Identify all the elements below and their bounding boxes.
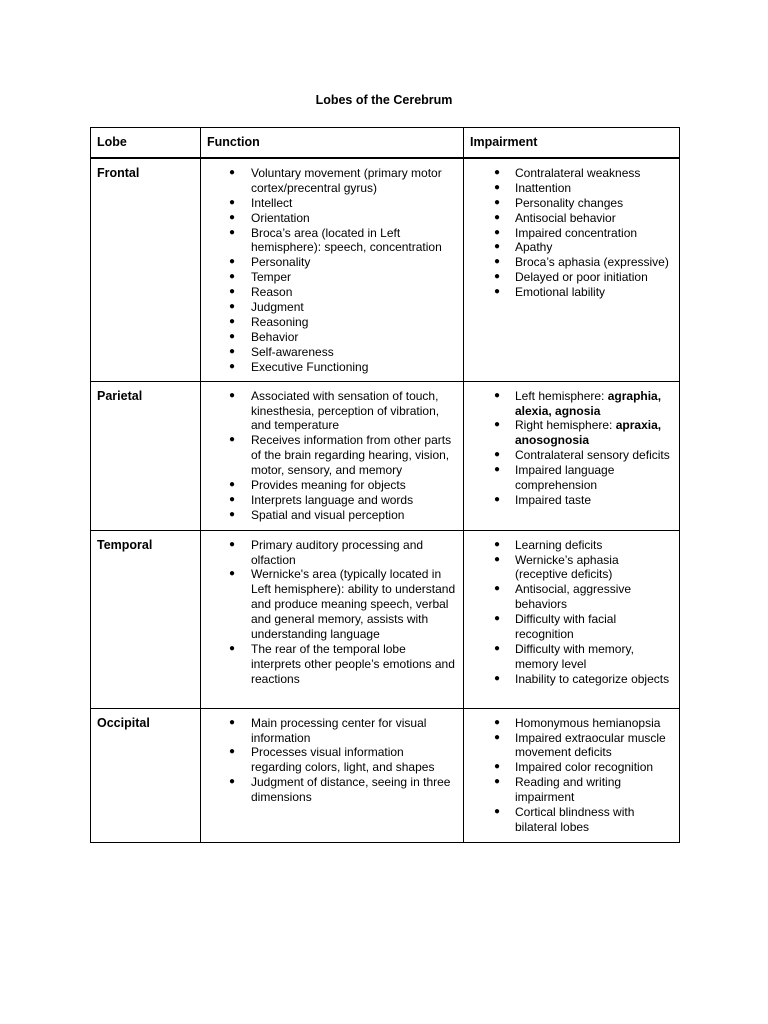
column-header-lobe: Lobe [91,128,201,158]
page-title: Lobes of the Cerebrum [315,93,453,107]
list-item: ● The rear of the temporal lobe interprets other people’s emotions and reactions [229,641,455,686]
function-list [207,166,457,375]
list-item: ● Homonymous hemianopsia [494,715,661,730]
list-item: ● Voluntary movement (primary motor cortex/precentral gyrus) [229,165,442,195]
column-header-function: Function [201,128,464,158]
function-cell [201,530,464,708]
column-header-impairment: Impairment [464,128,680,158]
table-row-occipital [91,708,680,842]
list-item: ● Broca’s area (located in Left hemisphere): speech, concentration [229,225,442,255]
list-item: ● Antisocial behavior [494,210,616,225]
list-item: ● Apathy [494,240,553,255]
list-item: ● Spatial and visual perception [229,507,405,522]
list-item: ● Temper [229,270,292,285]
impairment-cell [464,708,680,842]
impairment-list [470,538,673,687]
impairment-cell [464,530,680,708]
list-item: ● Primary auditory processing and olfaction [229,537,424,567]
list-item: ● Impaired language comprehension [494,463,615,493]
list-item: ● Executive Functioning [229,359,369,374]
table-row-frontal [91,158,680,381]
list-item: ● Difficulty with memory, memory level [494,641,634,671]
list-item: ● Broca’s aphasia (expressive) [494,255,669,270]
list-item: ● Reasoning [229,314,309,329]
lobe-name: Frontal [91,158,201,381]
list-item: ● Personality changes [494,195,624,210]
list-item: ● Self-awareness [229,344,334,359]
list-item: ● Associated with sensation of touch, kinesthesia, perception of vibration, and temperature [229,388,440,433]
list-item: ● Personality [229,255,311,270]
list-item: ● Main processing center for visual information [229,715,427,745]
list-item: ● Delayed or poor initiation [494,270,648,285]
list-item: ● Provides meaning for objects [229,478,406,493]
list-item: ● Impaired concentration [494,225,638,240]
lobe-name: Parietal [91,381,201,530]
list-item: ● Learning deficits [494,537,603,552]
impairment-list [470,166,673,300]
list-item: ● Contralateral sensory deficits [494,448,670,463]
list-item: ● Impaired taste [494,492,592,507]
list-item: ● Right hemisphere: apraxia, anosognosia [494,418,662,448]
list-item: ● Reason [229,285,293,300]
list-item: ● Cortical blindness with bilateral lobes [494,805,635,834]
function-list [207,389,457,523]
list-item: ● Receives information from other parts of the brain regarding hearing, vision, motor, sensory, and memory [229,433,452,478]
list-item: ● Emotional lability [494,285,606,300]
lobe-name: Temporal [91,530,201,708]
impairment-cell [464,381,680,530]
list-item: ● Behavior [229,329,299,344]
table-header-row [91,128,680,158]
impairment-list [470,389,673,508]
list-item: ● Antisocial, aggressive behaviors [494,582,632,612]
list-item: ● Wernicke’s aphasia (receptive deficits) [494,552,619,582]
impairment-list [470,716,673,835]
function-list [207,538,457,687]
lobes-table [90,127,680,843]
function-cell [201,708,464,842]
list-item: ● Intellect [229,195,293,210]
list-item: ● Contralateral weakness [494,165,641,180]
function-cell [201,158,464,381]
list-item: ● Inattention [494,180,572,195]
list-item: ● Judgment of distance, seeing in three dimensions [229,775,451,805]
list-item: ● Impaired color recognition [494,760,654,775]
table-row-parietal [91,381,680,530]
list-item: ● Interprets language and words [229,492,414,507]
list-item: ● Orientation [229,210,310,225]
lobe-name: Occipital [91,708,201,842]
list-item: ● Left hemisphere: agraphia, alexia, agnosia [494,388,662,418]
function-cell [201,381,464,530]
list-item: ● Wernicke's area (typically located in Left hemisphere): ability to understand and produce meaning speech, verbal and general memory, assists with understanding language [229,567,456,642]
list-item: ● Difficulty with facial recognition [494,612,617,642]
list-item: ● Inability to categorize objects [494,671,670,686]
table-row-temporal [91,530,680,708]
list-item: ● Reading and writing impairment [494,775,622,805]
function-list [207,716,457,805]
list-item: ● Processes visual information regarding colors, light, and shapes [229,745,435,775]
impairment-cell [464,158,680,381]
list-item: ● Judgment [229,300,304,315]
list-item: ● Impaired extraocular muscle movement deficits [494,730,666,760]
